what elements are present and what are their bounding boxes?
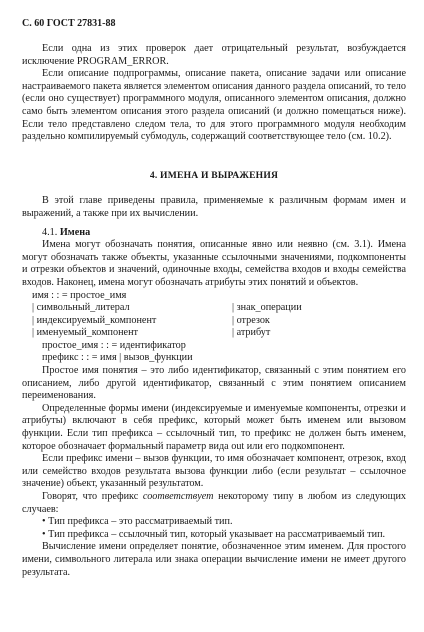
grammar-alt: | индексируемый_компонент [32, 314, 157, 326]
paragraph: Если описание подпрограммы, описание пакета, описание задачи или описание настраиваемого пакета является элементом описания данного раздела описаний, то тело (если оно существует) программного модуля, описанного элементом описания, должно само быть элементом описания этого раздела описаний (и должно помещаться ниже). Если тело представлено следом тела, то для этого программного модуля необходим раздельно компилируемый субмодуль, содержащий соответствующее тело (см. 10.2). [22, 68, 406, 143]
paragraph: Если одна из этих проверок дает отрицательный результат, возбуждается исключение PROGRAM_ERROR. [22, 43, 406, 67]
text-run: некоторому типу в любом из следующих случаев: [22, 491, 406, 515]
subsection-heading [22, 227, 406, 240]
grammar-alt: | отрезок [232, 314, 270, 326]
grammar-alt: | символьный_литерал [32, 302, 130, 314]
grammar-block [22, 290, 406, 366]
paragraph: Вычисление имени определяет понятие, обозначенное этим именем. Для простого имени, символьного литерала или знака операции вычисление имени не имеет другого результата. [22, 541, 406, 578]
grammar-line: простое_имя : : = идентификатор [42, 339, 186, 351]
paragraph: Имена могут обозначать понятия, описанные явно или неявно (см. 3.1). Имена могут обозначать также объекты, указанные ссылочными значениями, подкомпоненты и отрезки объектов и значений, одиночные входы, семейства входов и входы семейства входов. Наконец, имена могут обозначать атрибуты этих понятий и объектов. [22, 239, 406, 288]
list-item: • Тип префикса – это рассматриваемый тип. [42, 516, 233, 528]
grammar-alt: | именуемый_компонент [32, 327, 138, 339]
paragraph [22, 491, 406, 516]
grammar-row [22, 302, 406, 315]
subsection-title: Имена [59, 226, 91, 238]
grammar-alt: | атрибут [232, 327, 271, 339]
emphasis: соответствует [142, 491, 214, 502]
list-item: • Тип префикса – ссылочный тип, который указывает на рассматриваемый тип. [42, 528, 386, 540]
grammar-alt: | знак_операции [232, 302, 302, 314]
text-run: Говорят, что префикс [42, 491, 143, 502]
paragraph: Если префикс имени – вызов функции, то имя обозначает компонент, отрезок, вход или семейство входов результата вызова функции либо (если результат – ссылочное значение) объект, указанный результатом. [22, 453, 406, 490]
section-intro: В этой главе приведены правила, применяемые к различным формам имен и выражений, а также при их вычислении. [22, 195, 406, 219]
grammar-row [22, 327, 406, 340]
section-title: 4. ИМЕНА И ВЫРАЖЕНИЯ [149, 169, 279, 181]
paragraph: Определенные формы имени (индексируемые и именуемые компоненты, отрезки и атрибуты) включают в себя префикс, который может быть именем или вызовом функции. Если тип префикса – ссылочный тип, то префикс не должен быть именем, которое обозначает формальный параметр вида out или его подкомпонент. [22, 402, 406, 452]
grammar-line: префикс : : = имя | вызов_функции [42, 352, 193, 364]
grammar-line: имя : : = простое_имя [32, 289, 127, 301]
page-header: С. 60 ГОСТ 27831-88 [22, 18, 116, 29]
paragraph: Простое имя понятия – это либо идентификатор, связанный с этим понятием его описанием, либо другой идентификатор, связанный с этим понятием описанием переименования. [22, 365, 406, 402]
grammar-row [22, 315, 406, 328]
subsection-number: 4.1. [42, 226, 58, 238]
document-body [22, 43, 406, 579]
